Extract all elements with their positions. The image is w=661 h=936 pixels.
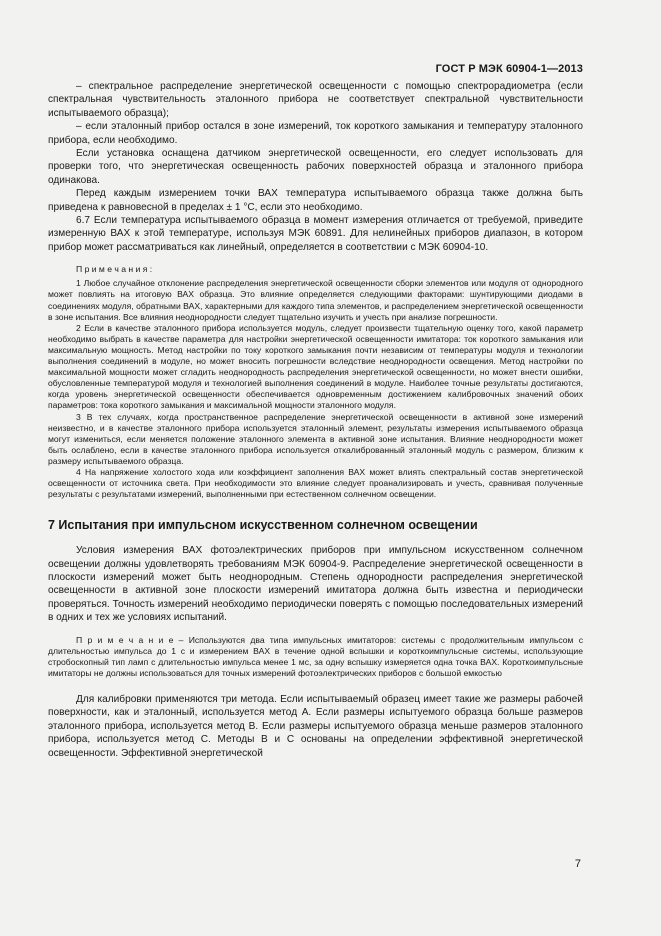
paragraph: 6.7 Если температура испытываемого образца в момент измерения отличается от требуемой, приведите измеренную ВАХ к этой температуре, используя МЭК 60891. Для нелинейных приборов диапазон, в котором прибор может рассматриваться как линейный, определяется в соответствии с МЭК 60904-10.: [48, 215, 583, 253]
page-number: 7: [574, 858, 581, 870]
note-paragraph: [48, 635, 583, 679]
section-heading: 7 Испытания при импульсном искусственном солнечном освещении: [48, 518, 478, 533]
paragraph: Если установка оснащена датчиком энергетической освещенности, его следует использовать для проверки того, что энергетическая освещенность рабочих поверхностей образца и эталонного прибора одинакова.: [48, 148, 583, 186]
note-item: 2 Если в качестве эталонного прибора используется модуль, следует произвести тщательную оценку того, какой параметр необходимо выбрать в качестве параметра для настройки энергетической освещенности имитатора: ток короткого замыкания или максимальную мощность. Метод настройки по току короткого замыкания почти независим от температуры модуля и технологии выполнения соединений в модуле, но может вносить погрешности вследствие неоднородности освещения. Метод настройки по максимальной мощности может сгладить неоднородность распределения энергетической освещенности, но может внести ошибки, обусловленные температурой модуля и технологией выполнения соединений в модуле. Наиболее точные результаты достигаются, когда уровень энергетической освещенности обеспечивается одновременным достижением калибровочных значений обоих параметров: тока короткого замыкания и максимальной мощности эталонного модуля.: [48, 322, 583, 411]
note-text: – Используются два типа импульсных имитаторов: системы с продолжительным импульсом с длительностью импульса до 1 с и измерением ВАХ в течение одной вспышки и короткоимпульсные системы, использующие стробоскопный тип ламп с длительностью импульса менее 1 мс, за одну вспышку измеряется одна точка ВАХ. Короткоимпульсные имитаторы не должны использоваться для точных измерений фотоэлектрических приборов с большой емкостью: [48, 634, 584, 678]
section7-body: [48, 544, 583, 624]
paragraph: Перед каждым измерением точки ВАХ температура испытываемого образца также должна быть приведена к равновесной в пределах ± 1 °С, если это необходимо.: [48, 188, 583, 213]
note-item: 3 В тех случаях, когда пространственное распределение энергетической освещенности в активной зоне измерений неизвестно, и в качестве эталонного прибора используется эталонный элемент, результаты измерения испытываемого образца могут измениться, если меняется положение эталонного элемента в активной зоне испытания. Влияние неоднородности может быть ослаблено, если в качестве эталонного прибора используется откалиброванный эталонный модуль с размером, близким к размеру испытываемого образца.: [48, 411, 583, 466]
note-item: 4 На напряжение холостого хода или коэффициент заполнения ВАХ может влиять спектральный состав энергетической освещенности от источника света. При необходимости это влияние следует проанализировать и учесть, сравнивая полученные результаты с результатами измерений, выполненными при естественном солнечном освещении.: [48, 466, 583, 500]
note-item: 1 Любое случайное отклонение распределения энергетической освещенности сборки элементов или модуля от однородного может повлиять на итоговую ВАХ образца. Это влияние определяется следующими факторами: шунтирующими диодами в соединениях модуля, обратными ВАХ, характерными для каждого типа элементов, и распределением энергетической освещенности в зоне испытания. Все влияния неоднородности следует тщательно изучить и учесть при анализе погрешности.: [48, 278, 583, 322]
spacer: [48, 625, 583, 635]
page-body: [48, 80, 583, 760]
section7-body-2: [48, 693, 583, 760]
paragraph: – спектральное распределение энергетической освещенности с помощью спектрорадиометра (если спектральная чувствительность эталонного прибора не соответствует спектральной чувствительности испытываемого образца);: [48, 81, 583, 119]
paragraph: Для калибровки применяются три метода. Если испытываемый образец имеет такие же размеры рабочей поверхности, как и эталонный, используется метод А. Если размеры испытуемого образца больше размеров эталонного прибора, используется метод В. Если размеры испытуемого образца меньше размеров эталонного прибора, используется метод С. Методы В и С основаны на определении эффективной энергетической освещенности. Эффективной энергетической: [48, 694, 583, 759]
top-paragraphs: [48, 80, 583, 254]
spacer: [48, 679, 583, 693]
paragraph: Условия измерения ВАХ фотоэлектрических приборов при импульсном искусственном солнечном освещении должны удовлетворять требованиям МЭК 60904-9. Распределение энергетической освещенности в плоскости измерений может быть неоднородным. Степень однородности распределения энергетической освещенности в активной зоне плоскости измерений имитатора должна быть известна и периодически проверяться. Точность измерений необходимо периодически поверять с помощью последовательных измерений в одних и тех же условиях испытаний.: [48, 545, 583, 624]
paragraph: – если эталонный прибор остался в зоне измерений, ток короткого замыкания и температуру эталонного прибора, если необходимо.: [48, 121, 583, 146]
note-label: П р и м е ч а н и е: [76, 634, 174, 645]
notes-heading: П р и м е ч а н и я :: [76, 264, 153, 275]
standard-header: ГОСТ Р МЭК 60904-1—2013: [435, 63, 583, 75]
notes-block: [48, 264, 583, 500]
section7-note: [48, 635, 583, 679]
